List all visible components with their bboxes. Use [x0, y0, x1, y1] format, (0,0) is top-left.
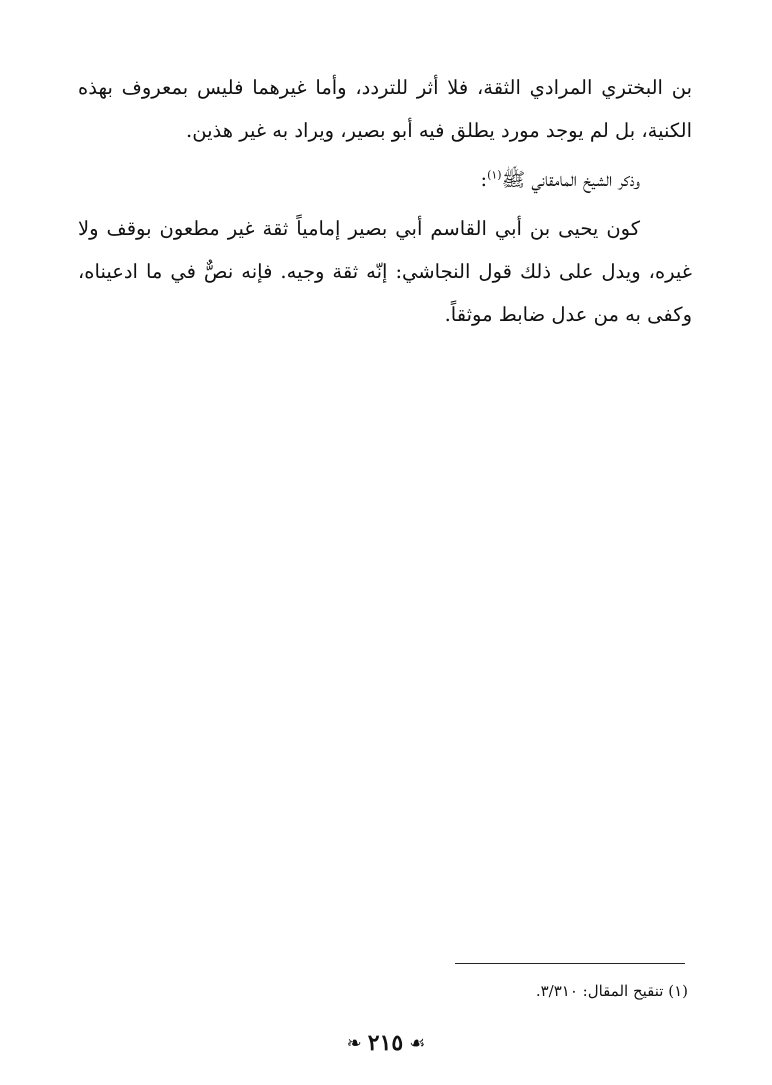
footnote-reference[interactable]: (١): [487, 168, 502, 182]
quote-intro-text: وذكر الشيخ المامقاني ﷺ: [501, 168, 640, 191]
footnote: (١) تنقيح المقال: ٣/٣١٠.: [535, 982, 688, 1000]
ornament-right-icon: ☙: [409, 1033, 426, 1054]
page-number-footer: [0, 1028, 772, 1059]
page-number: ٢١٥: [367, 1030, 404, 1056]
footnote-divider: [455, 963, 685, 964]
paragraph-quote-intro: [78, 158, 692, 201]
main-text: [78, 66, 692, 336]
ornament-left-icon: ❧: [346, 1033, 362, 1054]
paragraph-continuation: بن البختري المرادي الثقة، فلا أثر للتردد، وأما غيرهما فليس بمعروف بهذه الكنية، بل لم يوجد مورد يطلق فيه أبو بصير، ويراد به غير هذين.: [78, 76, 692, 142]
quote-intro-colon: :: [480, 168, 488, 191]
paragraph-quote: كون يحيى بن أبي القاسم أبي بصير إمامياً ثقة غير مطعون بوقف ولا غيره، ويدل على ذلك قول النجاشي: إنّه ثقة وجيه. فإنه نصٌّ في ما ادعيناه، وكفى به من عدل ضابط موثقاً.: [78, 217, 692, 326]
